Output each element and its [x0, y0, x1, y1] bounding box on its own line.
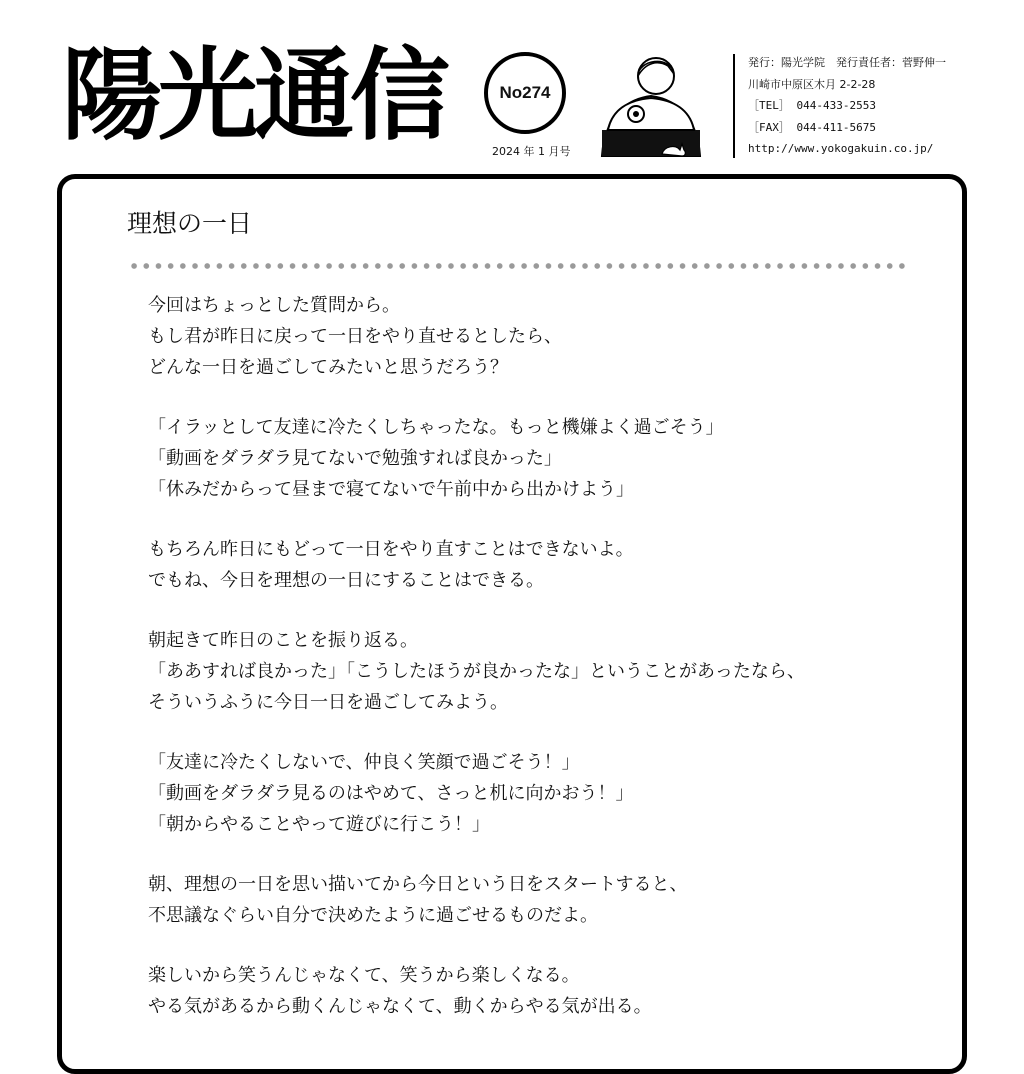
article-line: 今回はちょっとした質問から。 [148, 295, 400, 316]
article-paragraph [148, 869, 928, 931]
article-line: 「動画をダラダラ見るのはやめて、さっと机に向かおう！」 [148, 783, 634, 804]
article-line: 朝、理想の一日を思い描いてから今日という日をスタートすると、 [148, 874, 688, 895]
publisher-line: 発行：陽光学院 発行責任者：菅野伸一 [748, 56, 946, 69]
article-line: 「友達に冷たくしないで、仲良く笑顔で過ごそう！」 [148, 752, 580, 773]
publisher-url[interactable]: http://www.yokogakuin.co.jp/ [748, 142, 934, 155]
article-paragraph [148, 290, 928, 383]
article-line: 不思議なぐらい自分で決めたように過ごせるものだよ。 [148, 905, 598, 926]
dotted-separator [128, 262, 906, 270]
issue-date: 2024 年 1 月号 [492, 145, 571, 158]
article-line: 「休みだからって昼まで寝てないで午前中から出かけよう」 [148, 479, 634, 500]
newsletter-masthead: 陽光通信 [62, 37, 446, 154]
article-line: やる気があるから動くんじゃなくて、動くからやる気が出る。 [148, 996, 652, 1017]
publisher-tel: ［TEL］ 044-433-2553 [748, 99, 876, 112]
article-line: 「ああすれば良かった」「こうしたほうが良かったな」ということがあったなら、 [148, 661, 805, 682]
article-line: どんな一日を過ごしてみたいと思うだろう？ [148, 357, 508, 378]
article-line: もちろん昨日にもどって一日をやり直すことはできないよ。 [148, 539, 634, 560]
article-line: 朝起きて昨日のことを振り返る。 [148, 630, 418, 651]
article-line: そういうふうに今日一日を過ごしてみよう。 [148, 692, 508, 713]
mascot-illustration [598, 52, 704, 160]
article-line: 「動画をダラダラ見てないで勉強すれば良かった」 [148, 448, 562, 469]
article-paragraph [148, 625, 928, 718]
publisher-info [748, 52, 946, 160]
issue-number: No274 [499, 83, 551, 102]
article-line: でもね、今日を理想の一日にすることはできる。 [148, 570, 544, 591]
publisher-fax: ［FAX］ 044-411-5675 [748, 120, 876, 134]
article-title: 理想の一日 [127, 209, 253, 238]
article-body [148, 290, 928, 1051]
article-paragraph [148, 960, 928, 1022]
mascot-shirt [608, 98, 694, 130]
article-line: 「イラッとして友達に冷たくしちゃったな。もっと機嫌よく過ごそう」 [148, 417, 724, 438]
article-line: もし君が昨日に戻って一日をやり直せるとしたら、 [148, 326, 562, 347]
article-paragraph [148, 534, 928, 596]
header-divider [733, 54, 735, 158]
article-line: 「朝からやることやって遊びに行こう！」 [148, 814, 490, 835]
article-paragraph [148, 412, 928, 505]
article-paragraph [148, 747, 928, 840]
issue-number-badge [484, 52, 566, 134]
publisher-address: 川崎市中原区木月 2-2-28 [748, 77, 876, 91]
article-line: 楽しいから笑うんじゃなくて、笑うから楽しくなる。 [148, 965, 580, 986]
